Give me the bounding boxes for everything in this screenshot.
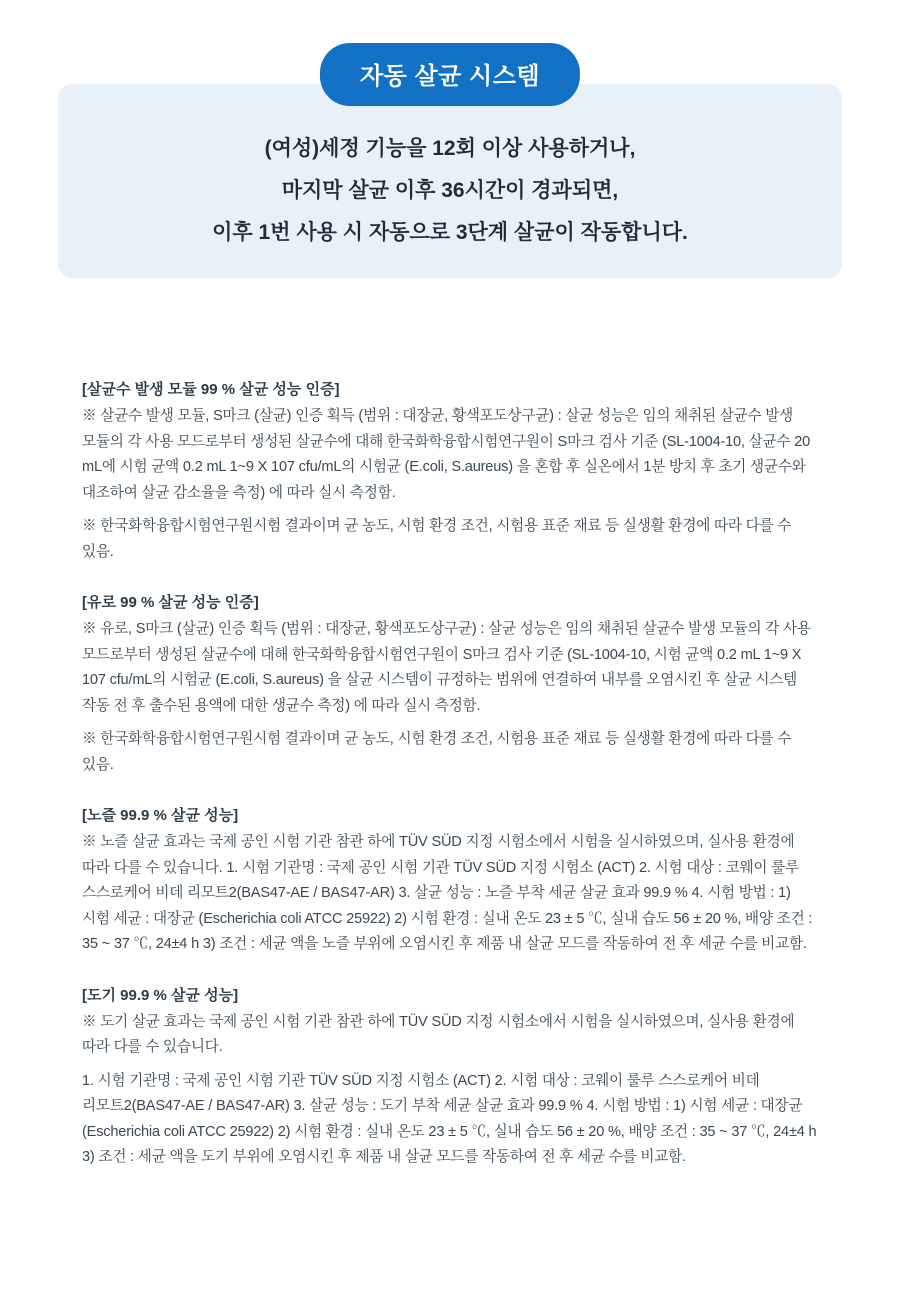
- footnote-block: [82, 804, 822, 958]
- footnote-paragraph: ※ 도기 살균 효과는 국제 공인 시험 기관 참관 하에 TÜV SÜD 지정 시험소에서 시험을 실시하였으며, 실사용 환경에 따라 다를 수 있습니다.: [82, 1013, 795, 1055]
- footnote-title: [유로 99 % 살균 성능 인증]: [82, 594, 259, 611]
- auto-sterilization-badge: 자동 살균 시스템: [320, 43, 580, 106]
- auto-sterilization-line-1: (여성)세정 기능을 12회 이상 사용하거나,: [264, 137, 636, 160]
- footnote-block: [82, 378, 822, 565]
- footnote-section: [82, 378, 822, 1171]
- footnote-title: [노즐 99.9 % 살균 성능]: [82, 807, 239, 824]
- footnote-paragraph: ※ 유로, S마크 (살균) 인증 획득 (범위 : 대장균, 황색포도상구균) : 살균 성능은 임의 채취된 살균수 발생 모듈의 각 사용 모드로부터 생성된 살균수에 대해 한국화학융합시험연구원이 S마크 검사 기준 (SL-1004-10, 시험 균액 0.2 mL 1~9 X 107 cfu/mL의 시험균 (E.coli, S.aureus) 을 살균 시스템이 규정하는 범위에 연결하여 내부를 오염시킨 후 살균 시스템 작동 전 후 출수된 용액에 대한 생균수 측정) 에 따라 실시 측정함.: [82, 621, 811, 714]
- footnote-block: [82, 591, 822, 778]
- footnote-paragraph: ※ 한국화학융합시험연구원시험 결과이며 균 농도, 시험 환경 조건, 시험용 표준 재료 등 실생활 환경에 따라 다를 수 있음.: [82, 518, 792, 560]
- auto-sterilization-line-3: 이후 1번 사용 시 자동으로 3단계 살균이 작동합니다.: [212, 221, 688, 244]
- footnote-block: [82, 984, 822, 1171]
- footnote-paragraph: 1. 시험 기관명 : 국제 공인 시험 기관 TÜV SÜD 지정 시험소 (ACT) 2. 시험 대상 : 코웨이 룰루 스스로케어 비데 리모트2(BAS47-AE / BAS47-AR) 3. 살균 성능 : 도기 부착 세균 살균 효과 99.9 % 4. 시험 방법 : 1) 시험 세균 : 대장균 (Escherichia coli ATCC 25922) 2) 시험 환경 : 실내 온도 23 ± 5 ℃, 실내 습도 56 ± 20 %, 배양 조건 : 35 ~ 37 ℃, 24±4 h 3) 조건 : 세균 액을 도기 부위에 오염시킨 후 제품 내 살균 모드를 작동하여 전 후 세균 수를 비교함.: [82, 1072, 817, 1165]
- footnote-paragraph: ※ 한국화학융합시험연구원시험 결과이며 균 농도, 시험 환경 조건, 시험용 표준 재료 등 실생활 환경에 따라 다를 수 있음.: [82, 731, 792, 773]
- footnote-title: [도기 99.9 % 살균 성능]: [82, 986, 239, 1004]
- auto-sterilization-description: [0, 128, 900, 254]
- footnote-title: [살균수 발생 모듈 99 % 살균 성능 인증]: [82, 381, 340, 398]
- footnote-paragraph: ※ 살균수 발생 모듈, S마크 (살균) 인증 획득 (범위 : 대장균, 황색포도상구균) : 살균 성능은 임의 채취된 살균수 발생 모듈의 각 사용 모드로부터 생성된 살균수에 대해 한국화학융합시험연구원이 S마크 검사 기준 (SL-1004-10, 살균수 20 mL에 시험 균액 0.2 mL 1~9 X 107 cfu/mL의 시험균 (E.coli, S.aureus) 을 혼합 후 실온에서 1분 방치 후 초기 생균수와 대조하여 살균 감소율을 측정) 에 따라 실시 측정함.: [82, 408, 811, 501]
- auto-sterilization-line-2: 마지막 살균 이후 36시간이 경과되면,: [281, 179, 619, 202]
- footnote-paragraph: ※ 노즐 살균 효과는 국제 공인 시험 기관 참관 하에 TÜV SÜD 지정 시험소에서 시험을 실시하였으며, 실사용 환경에 따라 다를 수 있습니다. 1. 시험 기관명 : 국제 공인 시험 기관 TÜV SÜD 지정 시험소 (ACT) 2. 시험 대상 : 코웨이 룰루 스스로케어 비데 리모트2(BAS47-AE / BAS47-AR) 3. 살균 성능 : 노즐 부착 세균 살균 효과 99.9 % 4. 시험 방법 : 1) 시험 세균 : 대장균 (Escherichia coli ATCC 25922) 2) 시험 환경 : 실내 온도 23 ± 5 ℃, 실내 습도 56 ± 20 %, 배양 조건 : 35 ~ 37 ℃, 24±4 h 3) 조건 : 세균 액을 노즐 부위에 오염시킨 후 제품 내 살균 모드를 작동하여 전 후 세균 수를 비교함.: [82, 834, 813, 952]
